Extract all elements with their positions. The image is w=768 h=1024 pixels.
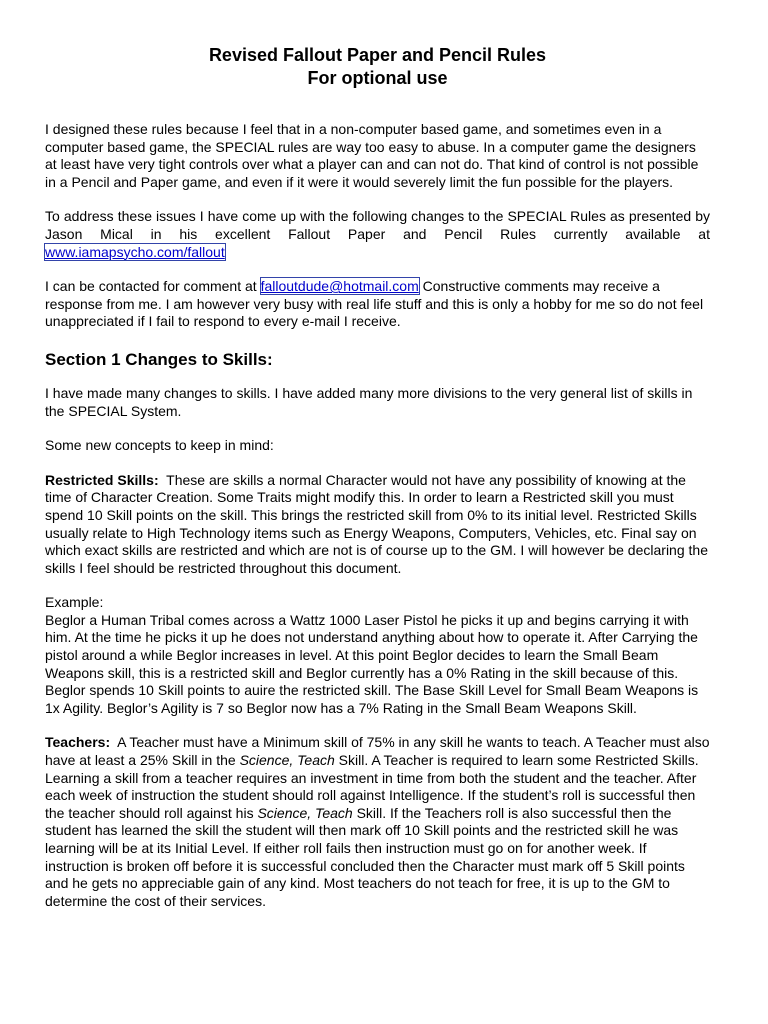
section-1-heading: Section 1 Changes to Skills: xyxy=(45,349,273,369)
restricted-skills-paragraph xyxy=(45,472,710,578)
contact-email-link[interactable]: falloutdude@hotmail.com xyxy=(260,278,419,295)
intro-paragraph: I designed these rules because I feel that in a non-computer based game, and sometimes even in a computer based game, the SPECIAL rules are way too easy to abuse. In a computer game the designers at least have very tight controls over what a player can and can not do. That kind of control is not possible in a Pencil and Paper game, and even if it were it would severely limit the fun possible for the players. xyxy=(45,121,699,190)
fallout-rules-link[interactable]: www.iamapsycho.com/fallout xyxy=(45,243,225,260)
document-page xyxy=(45,44,710,910)
restricted-skills-text: These are skills a normal Character would not have any possibility of knowing at the time of Character Creation. Some Traits might modify this. In order to learn a Restricted skill you must spend 10 Skill points on the skill. This brings the restricted skill from 0% to its initial level. Restricted Skills usually relate to High Technology items such as Energy Weapons, Computers, Vehicles, etc. Final say on which exact skills are restricted and which are not is of course up to the GM. I will however be declaring the skills I feel should be restricted throughout this document. xyxy=(45,471,708,576)
example-paragraph: Beglor a Human Tribal comes across a Wattz 1000 Laser Pistol he picks it up and begins carrying it with him. At the time he picks it up he does not understand anything about how to operate it. After Carrying the pistol around a while Beglor increases in level. At this point Beglor decides to learn the Small Beam Weapons skill, this is a restricted skill and Beglor currently has a 0% Rating in the skill because of this. Beglor spends 10 Skill points to auire the restricted skill. The Base Skill Level for Small Beam Weapons is 1x Agility. Beglor’s Agility is 7 so Beglor now has a 7% Rating in the Small Beam Weapons Skill. xyxy=(45,611,699,716)
example-label: Example: xyxy=(45,594,104,611)
teachers-text-3: Skill. If the Teachers roll is also successful then the student has learned the skill the student will then mark off 10 Skill points and the restricted skill he was learning will be at its Initial Level. If either roll fails then instruction must go on for another week. If instruction is broken off before it is successful concluded then the Character must mark off 5 Skill points and he gets no appreciable gain of any kind. Most teachers do not teach for free, it is up to the GM to determine the cost of their services. xyxy=(45,804,685,909)
restricted-skills-label: Restricted Skills: xyxy=(45,471,159,488)
teachers-paragraph xyxy=(45,734,710,910)
teachers-science-teach-2: Science, Teach xyxy=(257,804,353,821)
concepts-line: Some new concepts to keep in mind: xyxy=(45,437,274,454)
teachers-text-2: Skill. A Teacher is required to learn some Restricted Skills. Learning a skill from a teacher requires an investment in time from both the student and the teacher. After each week of instruction the student should roll against Intelligence. If the student’s roll is successful then the teacher should roll against his xyxy=(45,752,699,821)
contact-post-text: Constructive comments may receive a response from me. I am however very busy with real life stuff and this is only a hobby for me so do not feel unappreciated if I fail to respond to every e-mail I receive. xyxy=(45,278,704,330)
address-paragraph xyxy=(45,208,710,261)
document-title-line-2: For optional use xyxy=(307,68,448,88)
address-text: To address these issues I have come up with the following changes to the SPECIAL Rules as presented by Jason Mical in his excellent Fallout Paper and Pencil Rules currently available at xyxy=(45,208,710,242)
teachers-science-teach-1: Science, Teach xyxy=(239,752,335,769)
contact-paragraph xyxy=(45,278,710,331)
teachers-label: Teachers: xyxy=(45,734,111,751)
section-1-intro: I have made many changes to skills. I have added many more divisions to the very general list of skills in the SPECIAL System. xyxy=(45,384,693,419)
contact-pre-text: I can be contacted for comment at xyxy=(45,278,257,295)
teachers-text-1: A Teacher must have a Minimum skill of 75% in any skill he wants to teach. A Teacher must also have at least a 25% Skill in the xyxy=(45,734,710,769)
document-title-line-1: Revised Fallout Paper and Pencil Rules xyxy=(208,45,547,65)
